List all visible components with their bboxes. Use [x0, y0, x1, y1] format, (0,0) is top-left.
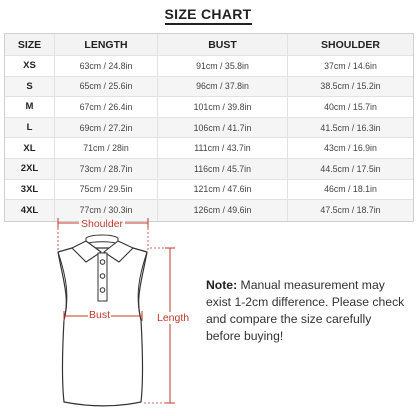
bust-cell: 96cm / 37.8in — [158, 77, 288, 98]
shoulder-cell: 37cm / 14.6in — [288, 56, 413, 77]
header-length: LENGTH — [55, 34, 158, 56]
table-row — [5, 97, 413, 118]
size-cell: 3XL — [5, 180, 55, 201]
bust-cell: 111cm / 43.7in — [158, 138, 288, 159]
size-cell: XL — [5, 138, 55, 159]
length-cell: 67cm / 26.4in — [55, 97, 158, 118]
table-row — [5, 159, 413, 180]
shoulder-label: Shoulder — [81, 218, 124, 230]
bust-cell: 121cm / 47.6in — [158, 180, 288, 201]
size-cell: 2XL — [5, 159, 55, 180]
table-header-row — [5, 34, 413, 56]
table-row — [5, 180, 413, 201]
table-row — [5, 77, 413, 98]
bust-cell: 106cm / 41.7in — [158, 118, 288, 139]
bust-cell: 116cm / 45.7in — [158, 159, 288, 180]
size-cell: M — [5, 97, 55, 118]
table-row — [5, 118, 413, 139]
note-text: Manual measurement may exist 1-2cm difference. Please check and compare the size carefully before buying! — [206, 278, 405, 343]
bust-cell: 126cm / 49.6in — [158, 200, 288, 221]
bust-cell: 91cm / 35.8in — [158, 56, 288, 77]
shoulder-cell: 40cm / 15.7in — [288, 97, 413, 118]
size-cell: S — [5, 77, 55, 98]
shoulder-cell: 38.5cm / 15.2in — [288, 77, 413, 98]
length-cell: 65cm / 25.6in — [55, 77, 158, 98]
size-chart-title: SIZE CHART — [165, 6, 252, 25]
shoulder-cell: 43cm / 16.9in — [288, 138, 413, 159]
length-cell: 77cm / 30.3in — [55, 200, 158, 221]
shoulder-cell: 46cm / 18.1in — [288, 180, 413, 201]
size-table — [4, 33, 414, 222]
shoulder-cell: 44.5cm / 17.5in — [288, 159, 413, 180]
length-cell: 73cm / 28.7in — [55, 159, 158, 180]
length-cell: 63cm / 24.8in — [55, 56, 158, 77]
bust-cell: 101cm / 39.8in — [158, 97, 288, 118]
header-size: SIZE — [5, 34, 55, 56]
length-cell: 71cm / 28in — [55, 138, 158, 159]
table-row — [5, 138, 413, 159]
shoulder-cell: 41.5cm / 16.3in — [288, 118, 413, 139]
header-shoulder: SHOULDER — [288, 34, 413, 56]
length-cell: 69cm / 27.2in — [55, 118, 158, 139]
size-cell: 4XL — [5, 200, 55, 221]
shoulder-cell: 47.5cm / 18.7in — [288, 200, 413, 221]
table-row — [5, 56, 413, 77]
length-cell: 75cm / 29.5in — [55, 180, 158, 201]
size-cell: L — [5, 118, 55, 139]
length-label: Length — [157, 312, 190, 324]
page-title — [0, 6, 416, 25]
size-cell: XS — [5, 56, 55, 77]
note-label: Note: — [206, 278, 238, 292]
header-bust: BUST — [158, 34, 288, 56]
measurement-diagram — [0, 206, 200, 416]
measurement-note — [206, 277, 406, 345]
bust-label: Bust — [89, 309, 111, 321]
